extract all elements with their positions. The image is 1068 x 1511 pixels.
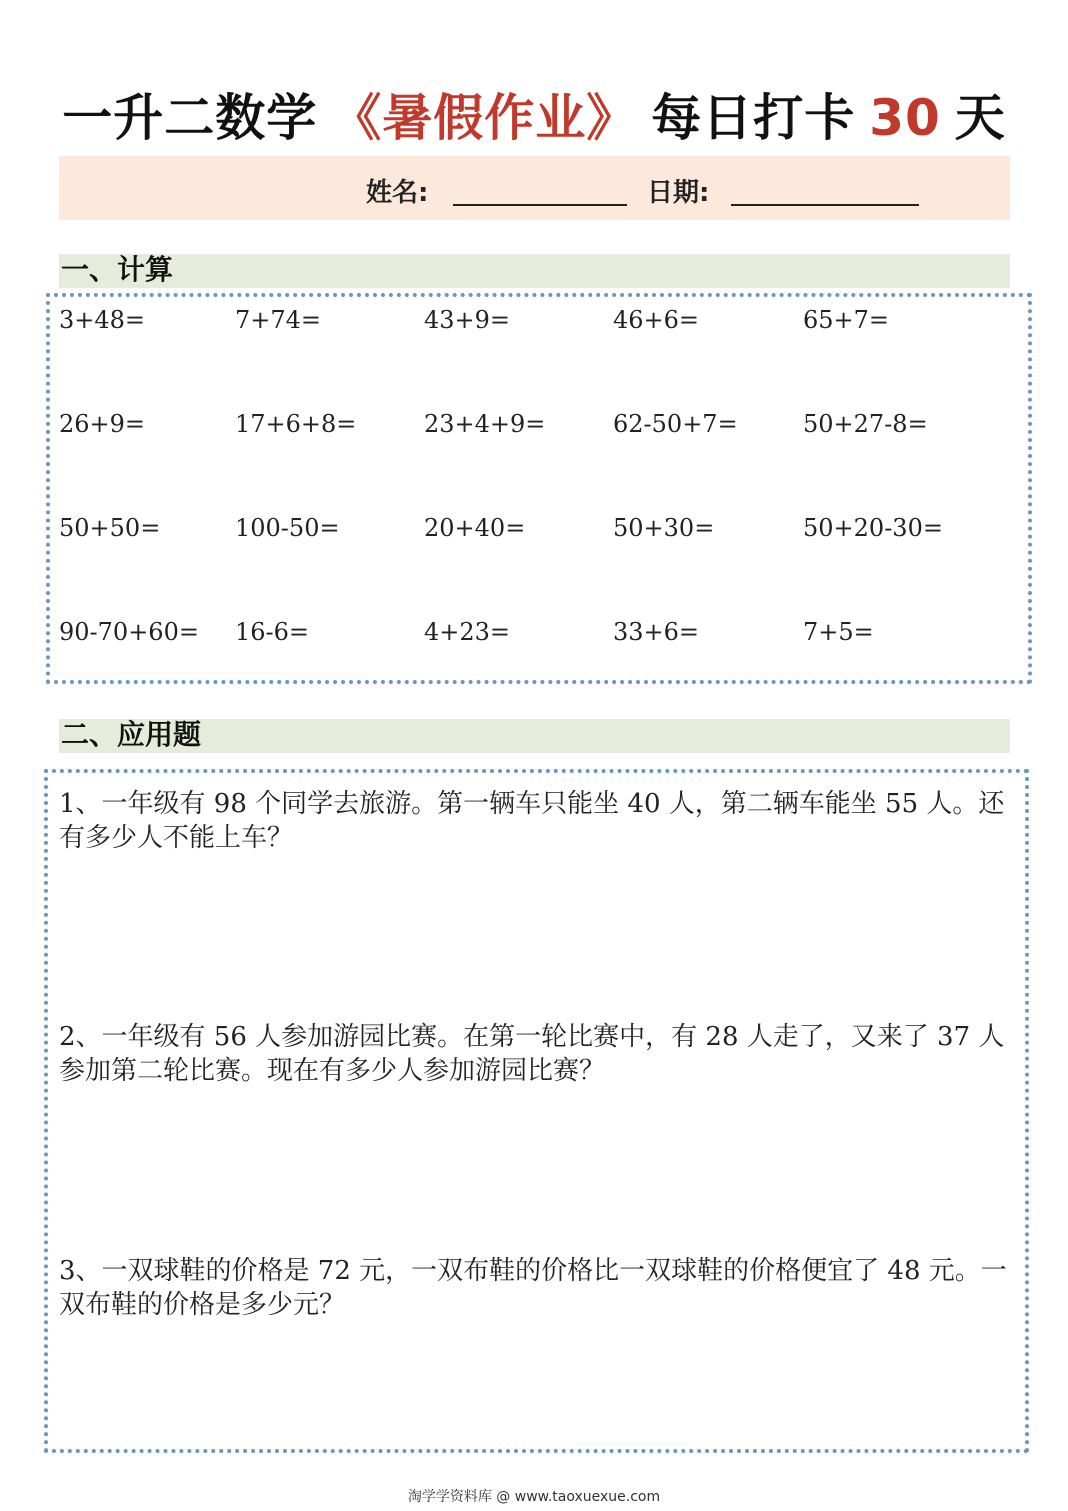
calc-item: 100-50= <box>235 514 340 542</box>
title-days-number: 30 <box>869 89 941 147</box>
title-book: 《暑假作业》 <box>331 89 638 147</box>
footer-watermark: 淘学学资料库 @ www.taoxuexue.com <box>407 1489 661 1505</box>
calc-item: 20+40= <box>424 514 526 542</box>
section-calculation-header <box>59 254 1010 288</box>
calc-item: 33+6= <box>613 618 700 646</box>
calc-item: 16-6= <box>235 618 310 646</box>
date-blank[interactable] <box>731 204 919 206</box>
calc-item: 50+50= <box>59 514 161 542</box>
calc-item: 26+9= <box>59 410 146 438</box>
word-problems-box <box>44 769 1029 1453</box>
calc-item: 50+30= <box>613 514 715 542</box>
date-label: 日期: <box>647 178 710 208</box>
section-word-problems-title: 二、应用题 <box>61 718 202 751</box>
name-label: 姓名: <box>366 178 429 208</box>
calc-item: 7+5= <box>803 618 874 646</box>
calc-item: 90-70+60= <box>59 618 199 646</box>
calc-item: 62-50+7= <box>613 410 738 438</box>
name-blank[interactable] <box>453 204 627 206</box>
calc-item: 50+20-30= <box>803 514 943 542</box>
title-grade: 一升二数学 <box>62 89 318 147</box>
calc-item: 65+7= <box>803 306 890 334</box>
word-problem-3: 3、一双球鞋的价格是 72 元，一双布鞋的价格比一双球鞋的价格便宜了 48 元。一双布鞋的价格是多少元？ <box>59 1256 1007 1320</box>
calc-item: 7+74= <box>235 306 322 334</box>
calc-item: 50+27-8= <box>803 410 928 438</box>
calc-item: 17+6+8= <box>235 410 357 438</box>
title-days-unit: 天 <box>954 89 1006 147</box>
section-calculation-title: 一、计算 <box>61 253 174 286</box>
calc-item: 46+6= <box>613 306 700 334</box>
calc-item: 23+4+9= <box>424 410 546 438</box>
calc-item: 4+23= <box>424 618 511 646</box>
word-problem-2: 2、一年级有 56 人参加游园比赛。在第一轮比赛中，有 28 人走了，又来了 37 人参加第二轮比赛。现在有多少人参加游园比赛？ <box>59 1022 1005 1086</box>
calc-item: 43+9= <box>424 306 511 334</box>
title-checkin: 每日打卡 <box>651 89 856 147</box>
page-title <box>0 78 1068 150</box>
word-problem-1: 1、一年级有 98 个同学去旅游。第一辆车只能坐 40 人，第二辆车能坐 55 人。还有多少人不能上车？ <box>59 789 1005 853</box>
calc-item: 3+48= <box>59 306 146 334</box>
student-info-bar <box>59 156 1010 220</box>
section-word-problems-header <box>59 719 1010 753</box>
